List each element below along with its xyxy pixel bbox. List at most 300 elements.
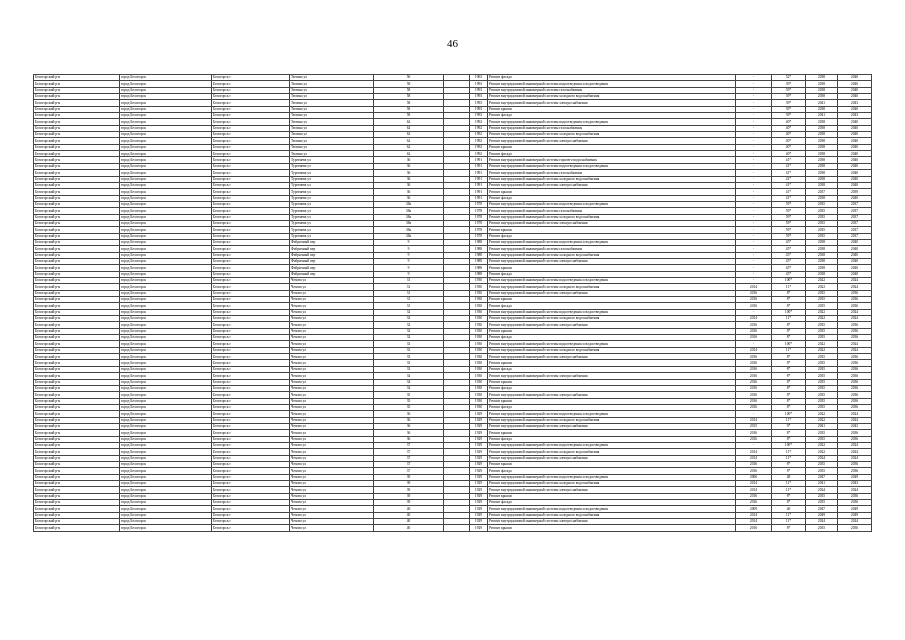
cell-district: Белогорский р-н [34,398,120,404]
cell-wear: 100* [772,278,806,284]
cell-year: 1929 [470,430,488,436]
cell-work-type: Ремонт фасада [488,113,736,119]
cell-locality: Белогорск г [212,411,290,417]
cell-year: 1930 [470,385,488,391]
cell-locality: Белогорск г [212,290,290,296]
cell-house: 39 [374,487,444,493]
cell-district: Белогорский р-н [34,506,120,512]
cell-work-type: Ремонт внутридомовой инженерной системы газоснабжения [488,208,736,214]
cell-year: 1993 [470,100,488,106]
cell-district: Белогорский р-н [34,354,120,360]
cell-plan-start: 2035 [806,461,838,467]
cell-district: Белогорский р-н [34,278,120,284]
cell-settlement: город Белогорск [120,125,212,131]
cell-locality: Белогорск г [212,94,290,100]
cell-work-type: Ремонт внутридомовой инженерной системы электроснабжения [488,138,736,144]
cell-settlement: город Белогорск [120,442,212,448]
cell-house: 39 [374,481,444,487]
cell-plan-end: 2024 [838,309,872,315]
cell-wear: 45* [772,258,806,264]
cell-last-repair: 2016 [736,385,772,391]
cell-house: 33 [374,341,444,347]
cell-plan-end: 2036 [838,335,872,341]
cell-wear: 8* [772,430,806,436]
cell-house: 56 [374,75,444,81]
cell-street: Чехова ул [290,404,374,410]
cell-wear: 8* [772,436,806,442]
cell-plan-start: 2035 [806,525,838,531]
cell-locality: Белогорск г [212,182,290,188]
cell-house: 36 [374,157,444,163]
cell-plan-start: 2035 [806,303,838,309]
cell-locality: Белогорск г [212,309,290,315]
cell-settlement: город Белогорск [120,373,212,379]
cell-settlement: город Белогорск [120,423,212,429]
cell-year: 1929 [470,455,488,461]
cell-work-type: Ремонт фасада [488,335,736,341]
cell-locality: Белогорск г [212,252,290,258]
cell-district: Белогорский р-н [34,449,120,455]
cell-plan-end: 2036 [838,468,872,474]
cell-district: Белогорский р-н [34,220,120,226]
cell-wear: 41* [772,176,806,182]
cell-wear: 59* [772,220,806,226]
cell-wear: 11* [772,316,806,322]
cell-street: Тюгина ул [290,132,374,138]
cell-locality: Белогорск г [212,354,290,360]
cell-house: 36 [374,430,444,436]
cell-plan-end: 2040 [838,132,872,138]
cell-wear: 8* [772,385,806,391]
cell-work-type: Ремонт крыши [488,493,736,499]
cell-district: Белогорский р-н [34,182,120,188]
cell-locality: Белогорск г [212,455,290,461]
cell-settlement: город Белогорск [120,195,212,201]
cell-plan-start: 2024 [806,455,838,461]
cell-plan-start: 2035 [806,398,838,404]
cell-plan-start: 2035 [806,227,838,233]
cell-wear: 39* [772,100,806,106]
cell-last-repair: - [736,151,772,157]
cell-last-repair: - [736,176,772,182]
cell-house: 39 [374,474,444,480]
cell-settlement: город Белогорск [120,341,212,347]
cell-district: Белогорский р-н [34,373,120,379]
cell-locality: Белогорск г [212,373,290,379]
cell-wear: 100* [772,309,806,315]
cell-last-repair: - [736,125,772,131]
cell-house: 58 [374,87,444,93]
cell-work-type: Ремонт внутридомовой инженерной системы водоотведения и водоотведения [488,278,736,284]
cell-plan-end: 2049 [838,512,872,518]
cell-plan-end: 2036 [838,525,872,531]
cell-street: Чехова ул [290,354,374,360]
cell-plan-start: 2022 [806,341,838,347]
cell-street: Чехова ул [290,284,374,290]
cell-plan-start: 2035 [806,220,838,226]
cell-year: 1929 [470,506,488,512]
cell-locality: Белогорск г [212,322,290,328]
cell-last-repair: 2014 [736,519,772,525]
cell-house: 31 [374,297,444,303]
cell-locality: Белогорск г [212,201,290,207]
cell-district: Белогорский р-н [34,157,120,163]
cell-district: Белогорский р-н [34,258,120,264]
cell-year: 1929 [470,442,488,448]
cell-settlement: город Белогорск [120,252,212,258]
cell-plan-start: 2038 [806,81,838,87]
cell-settlement: город Белогорск [120,157,212,163]
cell-settlement: город Белогорск [120,227,212,233]
table-body [34,75,872,532]
cell-street: Тюгина ул [290,106,374,112]
cell-wear: 8* [772,335,806,341]
cell-wear: 40* [772,132,806,138]
cell-wear: 52* [772,75,806,81]
cell-house: 34 [374,385,444,391]
cell-year: 1991 [470,176,488,182]
cell-house: 38а [374,214,444,220]
cell-work-type: Ремонт фасада [488,500,736,506]
cell-district: Белогорский р-н [34,303,120,309]
cell-street: Тюгина ул [290,151,374,157]
cell-street: Чехова ул [290,481,374,487]
cell-district: Белогорский р-н [34,487,120,493]
cell-settlement: город Белогорск [120,81,212,87]
cell-year: 1929 [470,512,488,518]
cell-settlement: город Белогорск [120,430,212,436]
cell-wear: 8* [772,328,806,334]
cell-plan-end: 2040 [838,239,872,245]
cell-locality: Белогорск г [212,278,290,284]
cell-wear: 45* [772,246,806,252]
cell-year: 1930 [470,309,488,315]
cell-locality: Белогорск г [212,335,290,341]
cell-year: 1993 [470,113,488,119]
cell-locality: Белогорск г [212,423,290,429]
cell-house: 58 [374,106,444,112]
cell-year: 1929 [470,423,488,429]
cell-street: Чехова ул [290,347,374,353]
cell-year: 1930 [470,341,488,347]
cell-district: Белогорский р-н [34,309,120,315]
cell-year: 1929 [470,525,488,531]
cell-year: 1929 [470,411,488,417]
cell-plan-start: 2035 [806,493,838,499]
cell-settlement: город Белогорск [120,290,212,296]
cell-district: Белогорский р-н [34,442,120,448]
cell-work-type: Ремонт внутридомовой инженерной системы электроснабжения [488,354,736,360]
cell-house: 34 [374,379,444,385]
cell-last-repair: - [736,119,772,125]
cell-settlement: город Белогорск [120,189,212,195]
cell-locality: Белогорск г [212,392,290,398]
cell-street: Чехова ул [290,474,374,480]
cell-locality: Белогорск г [212,144,290,150]
cell-locality: Белогорск г [212,100,290,106]
cell-house: 40 [374,512,444,518]
cell-plan-start: 2038 [806,176,838,182]
cell-work-type: Ремонт фасада [488,468,736,474]
cell-street: Чехова ул [290,417,374,423]
cell-work-type: Ремонт фасада [488,366,736,372]
cell-work-type: Ремонт крыши [488,297,736,303]
cell-last-repair: - [736,208,772,214]
cell-locality: Белогорск г [212,208,290,214]
cell-street: Чехова ул [290,379,374,385]
cell-plan-end: 2036 [838,360,872,366]
cell-plan-end: 2040 [838,182,872,188]
cell-work-type: Ремонт фасада [488,271,736,277]
cell-district: Белогорский р-н [34,125,120,131]
cell-settlement: город Белогорск [120,100,212,106]
cell-settlement: город Белогорск [120,328,212,334]
cell-locality: Белогорск г [212,481,290,487]
cell-settlement: город Белогорск [120,176,212,182]
cell-house: 33 [374,354,444,360]
cell-settlement: город Белогорск [120,182,212,188]
cell-year: 1988 [470,239,488,245]
cell-street: Чехова ул [290,278,374,284]
cell-settlement: город Белогорск [120,411,212,417]
cell-wear: 8* [772,290,806,296]
cell-plan-end: 2036 [838,385,872,391]
cell-work-type: Ремонт крыши [488,328,736,334]
cell-street: Чехова ул [290,493,374,499]
cell-settlement: город Белогорск [120,220,212,226]
cell-work-type: Ремонт крыши [488,379,736,385]
cell-plan-end: 2024 [838,455,872,461]
cell-wear: 8* [772,297,806,303]
cell-plan-end: 2040 [838,75,872,81]
cell-plan-start: 2038 [806,125,838,131]
cell-last-repair: - [736,239,772,245]
cell-street: Тюгина ул [290,144,374,150]
cell-last-repair: 2014 [736,417,772,423]
cell-wear: 45* [772,265,806,271]
cell-last-repair: 2016 [736,328,772,334]
cell-locality: Белогорск г [212,113,290,119]
cell-locality: Белогорск г [212,328,290,334]
cell-work-type: Ремонт внутридомовой инженерной системы холодного водоснабжения [488,316,736,322]
cell-settlement: город Белогорск [120,170,212,176]
cell-year: 1988 [470,252,488,258]
cell-house: 9 [374,265,444,271]
cell-last-repair: - [736,163,772,169]
cell-plan-start: 2038 [806,271,838,277]
cell-settlement: город Белогорск [120,271,212,277]
cell-plan-start: 2035 [806,436,838,442]
cell-last-repair: - [736,233,772,239]
cell-work-type: Ремонт крыши [488,227,736,233]
cell-plan-start: 2022 [806,316,838,322]
cell-wear: 11* [772,512,806,518]
cell-wear: 40* [772,151,806,157]
cell-house: 58 [374,113,444,119]
cell-last-repair: 2016 [736,335,772,341]
cell-last-repair: 2016 [736,398,772,404]
cell-plan-start: 2022 [806,278,838,284]
cell-locality: Белогорск г [212,265,290,271]
cell-plan-end: 2024 [838,449,872,455]
cell-street: Чехова ул [290,512,374,518]
cell-plan-end: 2024 [838,519,872,525]
cell-last-repair: 2016 [736,360,772,366]
cell-plan-end: 2024 [838,341,872,347]
cell-locality: Белогорск г [212,360,290,366]
cell-house: 35 [374,392,444,398]
cell-plan-end: 2036 [838,398,872,404]
cell-last-repair: 2014 [736,481,772,487]
cell-district: Белогорский р-н [34,113,120,119]
cell-work-type: Ремонт внутридомовой инженерной системы электроснабжения [488,373,736,379]
cell-wear: 39* [772,113,806,119]
cell-plan-start: 2035 [806,500,838,506]
cell-work-type: Ремонт внутридомовой инженерной системы электроснабжения [488,182,736,188]
cell-year: 1929 [470,436,488,442]
cell-year: 1993 [470,94,488,100]
cell-street: Чехова ул [290,297,374,303]
cell-work-type: Ремонт внутридомовой инженерной системы газоснабжения [488,170,736,176]
cell-plan-end: 2024 [838,487,872,493]
cell-year: 1930 [470,404,488,410]
cell-last-repair: 2016 [736,468,772,474]
cell-street: Фабричный пер [290,239,374,245]
cell-plan-end: 2024 [838,284,872,290]
cell-year: 1992 [470,132,488,138]
cell-plan-end: 2036 [838,392,872,398]
cell-house: 9 [374,271,444,277]
cell-settlement: город Белогорск [120,481,212,487]
cell-plan-start: 2038 [806,157,838,163]
cell-locality: Белогорск г [212,239,290,245]
cell-wear: 100* [772,341,806,347]
cell-locality: Белогорск г [212,297,290,303]
cell-last-repair: 2016 [736,379,772,385]
cell-work-type: Ремонт внутридомовой инженерной системы водоотведения и водоотведения [488,341,736,347]
cell-last-repair: 2014 [736,449,772,455]
cell-year: 1993 [470,106,488,112]
cell-work-type: Ремонт внутридомовой инженерной системы холодного водоснабжения [488,214,736,220]
cell-work-type: Ремонт внутридомовой инженерной системы водоотведения и водоотведения [488,442,736,448]
cell-locality: Белогорск г [212,284,290,290]
cell-street: Чехова ул [290,442,374,448]
cell-work-type: Ремонт внутридомовой инженерной системы холодного водоснабжения [488,284,736,290]
cell-plan-start: 2038 [806,195,838,201]
cell-street: Чехова ул [290,360,374,366]
cell-settlement: город Белогорск [120,75,212,81]
cell-house: 36 [374,189,444,195]
cell-district: Белогорский р-н [34,500,120,506]
cell-plan-start: 2035 [806,379,838,385]
cell-plan-start: 2041 [806,113,838,119]
cell-plan-end: 2040 [838,119,872,125]
cell-plan-end: 2036 [838,436,872,442]
cell-work-type: Ремонт внутридомовой инженерной системы холодного водоснабжения [488,94,736,100]
cell-plan-end: 2036 [838,430,872,436]
cell-last-repair: - [736,220,772,226]
cell-last-repair: - [736,309,772,315]
cell-plan-end: 2040 [838,87,872,93]
cell-plan-end: 2040 [838,151,872,157]
cell-settlement: город Белогорск [120,119,212,125]
cell-district: Белогорский р-н [34,75,120,81]
cell-wear: 40* [772,144,806,150]
cell-district: Белогорский р-н [34,290,120,296]
cell-work-type: Ремонт внутридомовой инженерной системы электроснабжения [488,487,736,493]
cell-settlement: город Белогорск [120,525,212,531]
cell-wear: 8* [772,398,806,404]
cell-last-repair: - [736,113,772,119]
cell-street: Тургенева ул [290,182,374,188]
cell-plan-start: 2022 [806,347,838,353]
cell-last-repair: - [736,195,772,201]
cell-district: Белогорский р-н [34,94,120,100]
cell-work-type: Ремонт внутридомовой инженерной системы холодного водоснабжения [488,252,736,258]
cell-locality: Белогорск г [212,430,290,436]
cell-house: 31 [374,278,444,284]
cell-last-repair: - [736,157,772,163]
cell-plan-end: 2036 [838,303,872,309]
cell-house: 37 [374,468,444,474]
cell-work-type: Ремонт внутридомовой инженерной системы холодного водоснабжения [488,449,736,455]
cell-plan-end: 2049 [838,506,872,512]
cell-plan-end: 2037 [838,201,872,207]
cell-work-type: Ремонт внутридомовой инженерной системы холодного водоснабжения [488,132,736,138]
cell-year: 1929 [470,449,488,455]
cell-locality: Белогорск г [212,75,290,81]
cell-locality: Белогорск г [212,87,290,93]
cell-district: Белогорский р-н [34,341,120,347]
cell-year: 1930 [470,379,488,385]
cell-house: 9 [374,246,444,252]
cell-settlement: город Белогорск [120,449,212,455]
cell-last-repair: 2016 [736,303,772,309]
cell-street: Тургенева ул [290,201,374,207]
cell-street: Чехова ул [290,430,374,436]
cell-locality: Белогорск г [212,258,290,264]
cell-district: Белогорский р-н [34,379,120,385]
cell-street: Чехова ул [290,335,374,341]
cell-plan-start: 2022 [806,309,838,315]
cell-house: 40 [374,519,444,525]
cell-street: Чехова ул [290,398,374,404]
cell-settlement: город Белогорск [120,385,212,391]
cell-work-type: Ремонт внутридомовой инженерной системы водоотведения и водоотведения [488,239,736,245]
cell-plan-start: 2035 [806,322,838,328]
cell-district: Белогорский р-н [34,519,120,525]
cell-street: Чехова ул [290,309,374,315]
cell-work-type: Ремонт внутридомовой инженерной системы электроснабжения [488,100,736,106]
cell-plan-end: 2037 [838,233,872,239]
cell-last-repair: 2016 [736,461,772,467]
cell-house: 36 [374,417,444,423]
cell-district: Белогорский р-н [34,87,120,93]
cell-locality: Белогорск г [212,385,290,391]
cell-district: Белогорский р-н [34,271,120,277]
cell-plan-end: 2040 [838,163,872,169]
cell-last-repair: 2016 [736,493,772,499]
cell-year: 1991 [470,157,488,163]
cell-district: Белогорский р-н [34,461,120,467]
cell-street: Фабричный пер [290,246,374,252]
cell-year: 1978 [470,233,488,239]
cell-district: Белогорский р-н [34,436,120,442]
cell-house: 9 [374,252,444,258]
cell-plan-start: 2047 [806,474,838,480]
cell-locality: Белогорск г [212,347,290,353]
cell-work-type: Ремонт крыши [488,106,736,112]
